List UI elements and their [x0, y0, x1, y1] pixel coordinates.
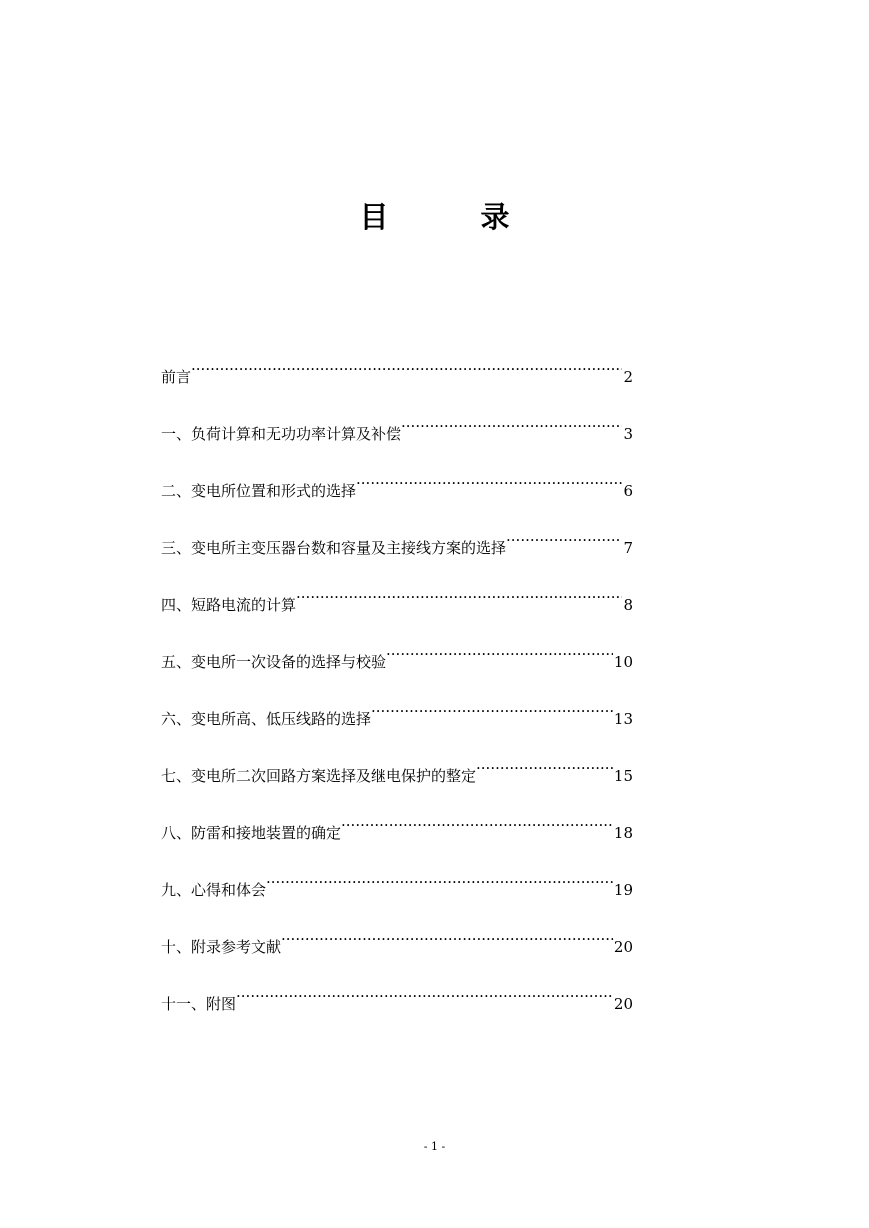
toc-leader-dots: [401, 413, 622, 439]
toc-entry-page: 6: [623, 482, 633, 500]
toc-entry-label: 五、变电所一次设备的选择与校验: [161, 653, 387, 671]
toc-entry-label: 四、短路电流的计算: [161, 596, 297, 614]
toc-leader-dots: [506, 527, 622, 553]
toc-entry-label: 七、变电所二次回路方案选择及继电保护的整定: [161, 767, 477, 785]
title-char-2: 录: [480, 199, 510, 234]
toc-leader-dots: [191, 356, 622, 382]
toc-leader-dots: [371, 698, 613, 724]
toc-entry-page: 7: [623, 539, 633, 557]
toc-entry-label: 三、变电所主变压器台数和容量及主接线方案的选择: [161, 539, 507, 557]
toc-entry[interactable]: [161, 356, 633, 386]
toc-entry-page: 3: [623, 425, 633, 443]
title-char-1: 目: [359, 199, 389, 234]
toc-leader-dots: [281, 926, 613, 952]
page-number-footer: - 1 -: [423, 1140, 446, 1153]
toc-entry-label: 十、附录参考文献: [161, 938, 282, 956]
toc-entry-label: 二、变电所位置和形式的选择: [161, 482, 357, 500]
toc-entry-page: 19: [613, 881, 633, 899]
toc-entry-label: 十一、附图: [161, 995, 237, 1013]
toc-entry[interactable]: [161, 698, 633, 728]
toc-entry[interactable]: [161, 413, 633, 443]
toc-entry[interactable]: [161, 755, 633, 785]
toc-entry[interactable]: [161, 641, 633, 671]
toc-leader-dots: [386, 641, 613, 667]
toc-entry[interactable]: [161, 584, 633, 614]
toc-entry-page: 8: [623, 596, 633, 614]
toc-entry-page: 18: [613, 824, 633, 842]
toc-entry-page: 15: [613, 767, 633, 785]
toc-leader-dots: [296, 584, 622, 610]
page-title: [0, 193, 869, 237]
toc-entry-label: 九、心得和体会: [161, 881, 267, 899]
toc-entry[interactable]: [161, 812, 633, 842]
toc-entry[interactable]: [161, 470, 633, 500]
toc-entry-page: 20: [613, 995, 633, 1013]
toc-leader-dots: [341, 812, 613, 838]
toc-leader-dots: [476, 755, 613, 781]
toc-entry-page: 20: [613, 938, 633, 956]
toc-entry-label: 六、变电所高、低压线路的选择: [161, 710, 372, 728]
toc-entry[interactable]: [161, 869, 633, 899]
toc-entry[interactable]: [161, 527, 633, 557]
toc-entry[interactable]: [161, 983, 633, 1013]
toc-entry-page: 2: [623, 368, 633, 386]
toc-entry-label: 前言: [161, 368, 192, 386]
toc-entry[interactable]: [161, 926, 633, 956]
toc-leader-dots: [266, 869, 613, 895]
toc-entry-page: 13: [613, 710, 633, 728]
toc-entry-label: 一、负荷计算和无功功率计算及补偿: [161, 425, 402, 443]
toc-entry-label: 八、防雷和接地装置的确定: [161, 824, 342, 842]
toc-entry-page: 10: [613, 653, 633, 671]
toc-leader-dots: [236, 983, 613, 1009]
toc-leader-dots: [356, 470, 622, 496]
